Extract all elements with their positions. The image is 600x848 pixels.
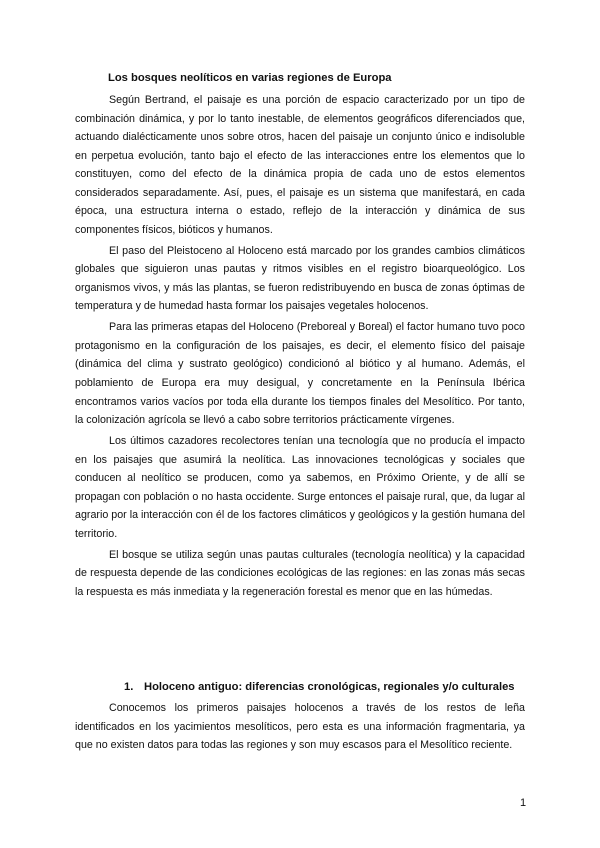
section-body bbox=[75, 699, 525, 755]
section-number: 1. bbox=[124, 681, 134, 693]
paragraph-primeras-etapas: Para las primeras etapas del Holoceno (Preboreal y Boreal) el factor humano tuvo poco protagonismo en la configuración de los paisajes, es decir, el elemento físico del paisaje (dinámica del clima y sustrato geológico) condicionó al biótico y al humano. Además, el poblamiento de Europa era muy desigual, y concretamente en la Península Ibérica encontramos varios vacíos por toda ella durante los tiempos finales del Mesolítico. Por tanto, la colonización agrícola se llevó a cabo sobre territorios prácticamente vírgenes. bbox=[75, 321, 525, 427]
page-number: 1 bbox=[520, 797, 527, 809]
section-heading-text: Holoceno antiguo: diferencias cronológicas, regionales y/o culturales bbox=[144, 681, 515, 693]
paragraph-pleistoceno-holoceno: El paso del Pleistoceno al Holoceno está marcado por los grandes cambios climáticos globales que siguieron unas pautas y ritmos visibles en el registro bioarqueológico. Los organismos vivos, y más las plantas, se fueron redistribuyendo en busca de zonas óptimas de temperatura y de humedad hasta formar los paisajes vegetales holocenos. bbox=[75, 244, 525, 313]
paragraph-definition-paisaje: Según Bertrand, el paisaje es una porción de espacio caracterizado por un tipo de combinación dinámica, y por lo tanto inestable, de elementos geográficos diferenciados que, actuando dialécticamente unos sobre otros, hacen del paisaje un conjunto único e indisoluble en perpetua evolución, tanto bajo el efecto de las interacciones entre los elementos que lo constituyen, como del efecto de la dinámica propia de cada uno de estos elementos considerados separadamente. Así, pues, el paisaje es un sistema que manifestará, en cada época, una estructura interna o estado, reflejo de la interacción y dinámica de sus componentes físicos, bióticos y humanos. bbox=[75, 94, 525, 236]
paragraph-cazadores-recolectores: Los últimos cazadores recolectores tenían una tecnología que no producía el impacto en los paisajes que asumirá la neolítica. Las innovaciones tecnológicas y sociales que conducen al neolítico se producen, como ya sabemos, en Próximo Oriente, y de allí se propagan con población o no hasta occidente. Surge entonces el paisaje rural, que, da lugar al agrario por la interacción con él de los factores climáticos y geológicos y la gestión humana del territorio. bbox=[75, 435, 525, 540]
paragraph-bosque-pautas: El bosque se utiliza según unas pautas culturales (tecnología neolítica) y la capacidad de respuesta depende de las condiciones ecológicas de las regiones: en las zonas más secas la respuesta es más inmediata y la regeneración forestal es menor que en las húmedas. bbox=[75, 548, 525, 598]
body-text bbox=[75, 91, 525, 604]
paragraph-holoceno-antiguo: Conocemos los primeros paisajes holocenos a través de los restos de leña identificados en los yacimientos mesolíticos, pero esta es una información fragmentaria, ya que no existen datos para todas las regiones y son muy escasos para el Mesolítico reciente. bbox=[75, 702, 525, 752]
document-title: Los bosques neolíticos en varias regiones de Europa bbox=[108, 72, 392, 84]
section-heading bbox=[124, 681, 515, 693]
